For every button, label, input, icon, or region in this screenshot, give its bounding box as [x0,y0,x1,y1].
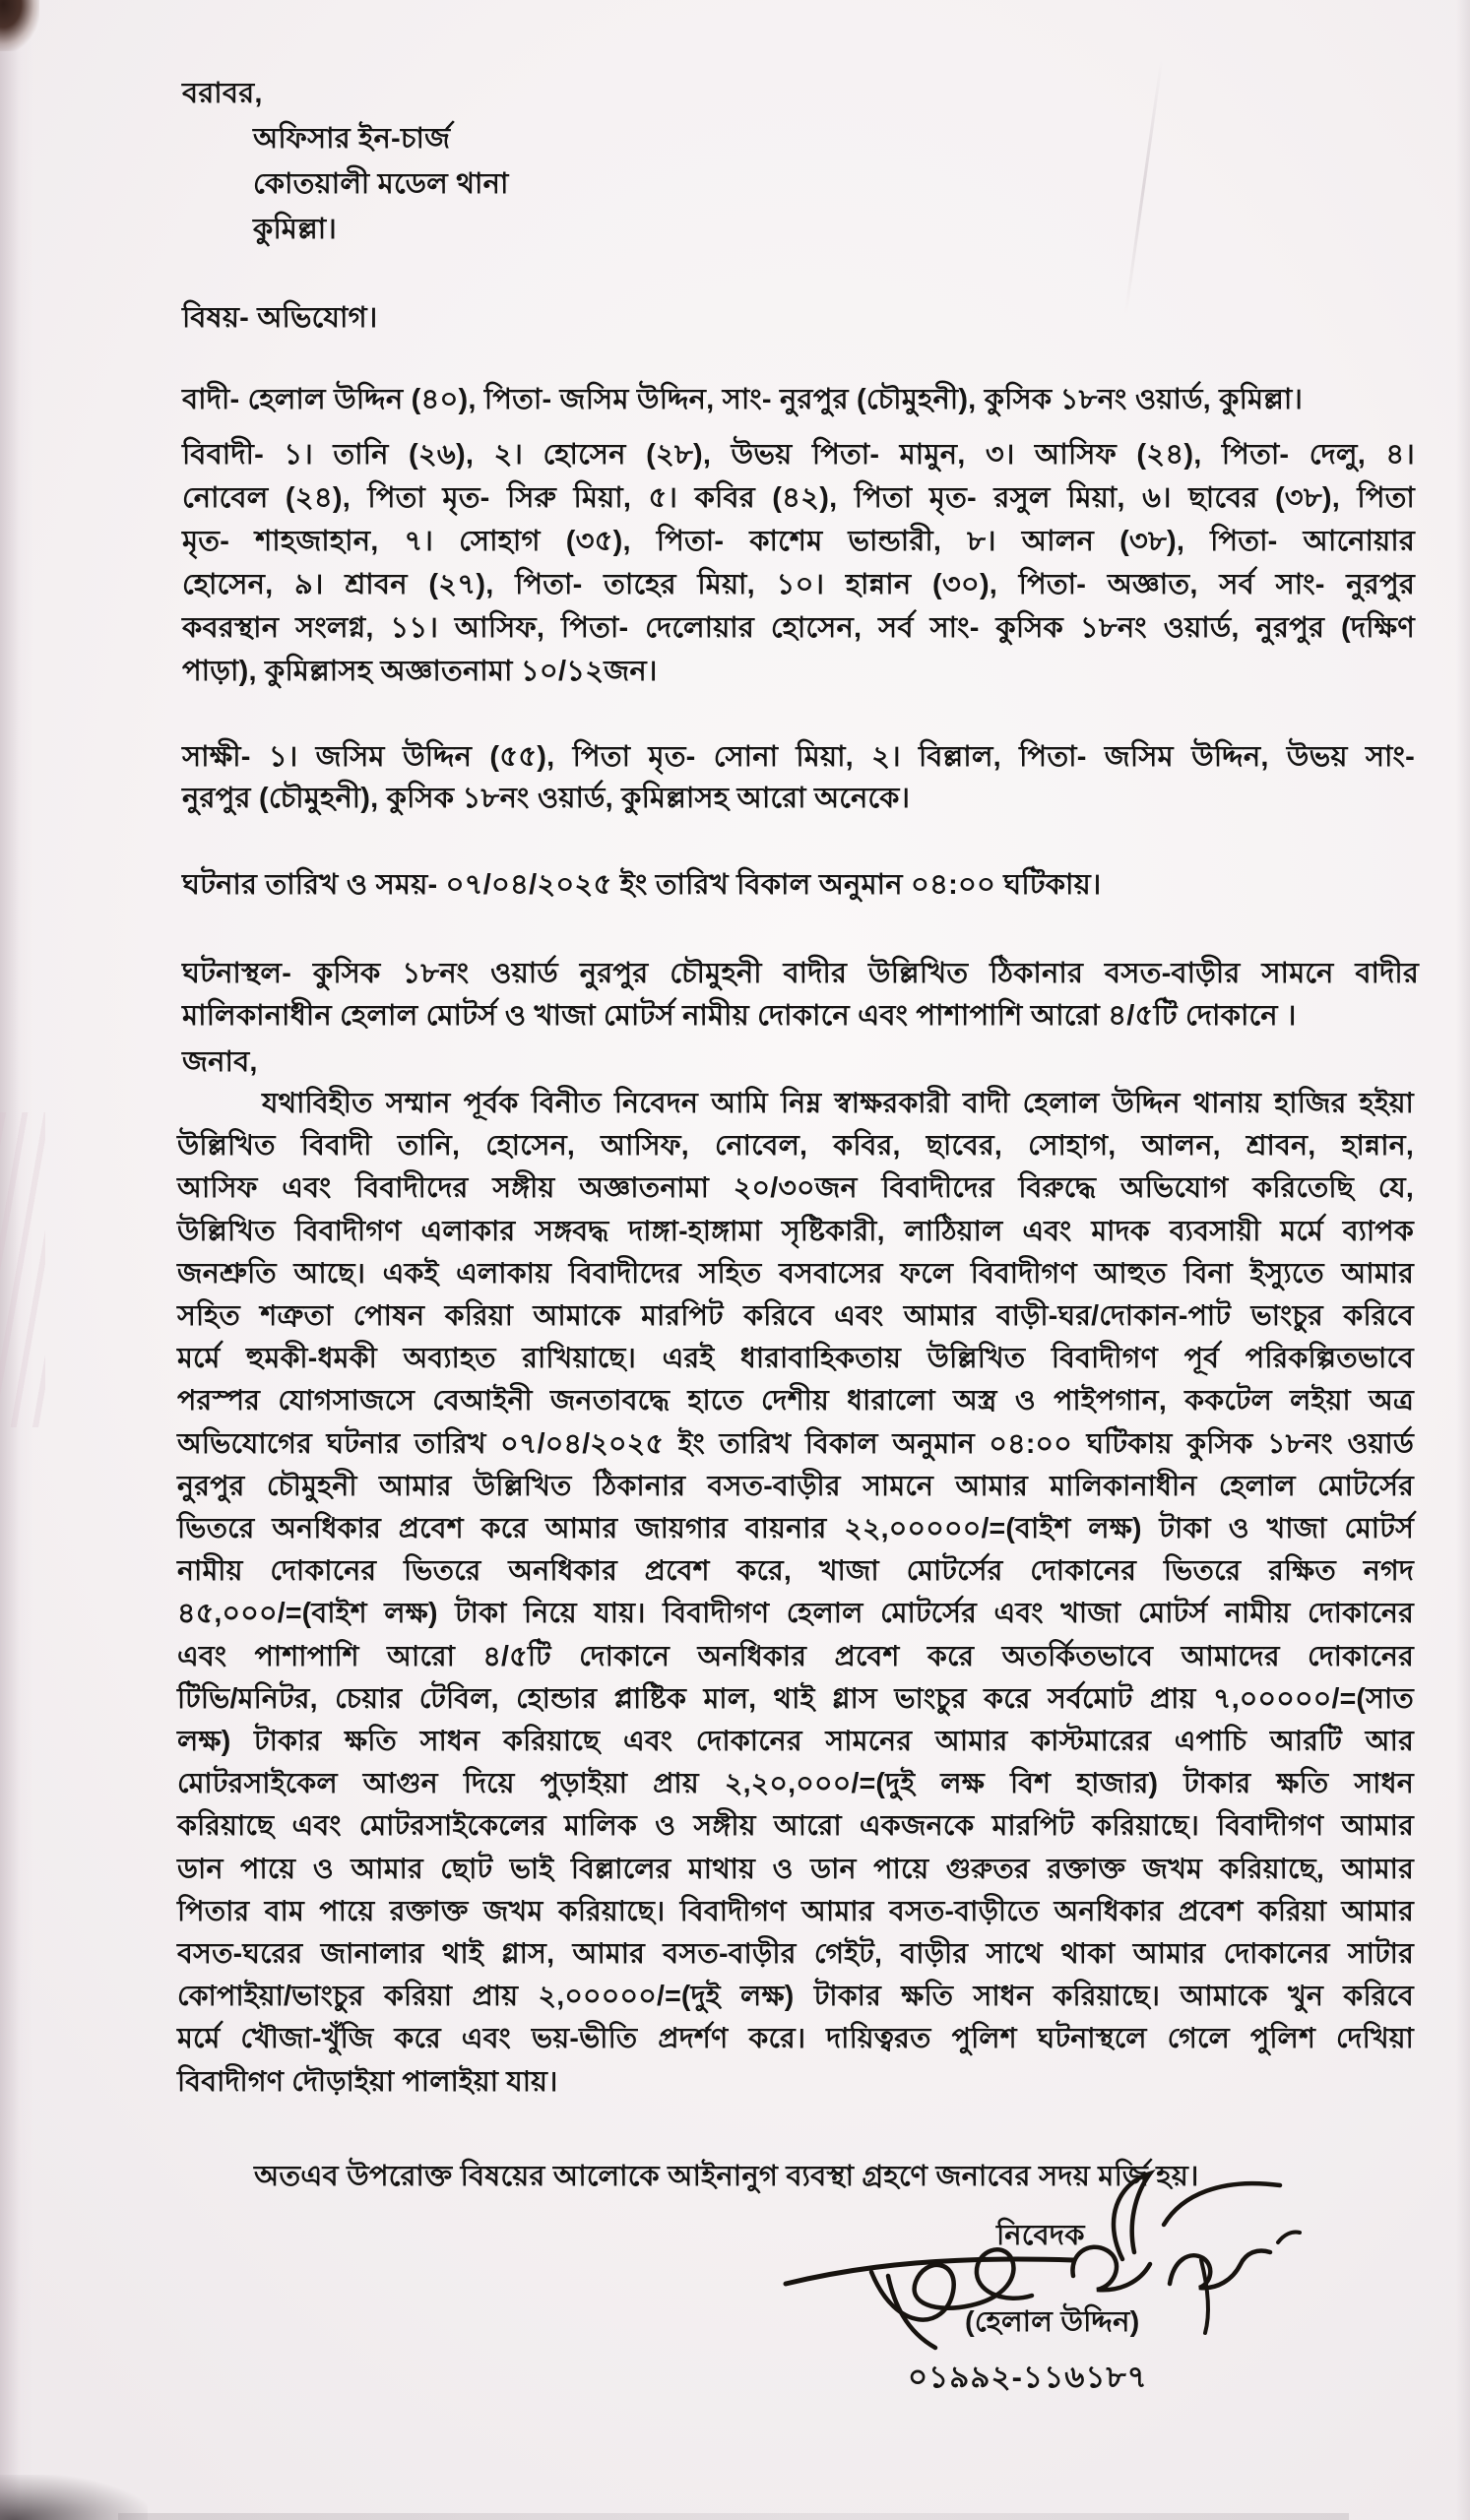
text-line: উল্লিখিত বিবাদীগণ এলাকার সঙ্গবদ্ধ দাঙ্গা-হাঙ্গামা সৃষ্টিকারী, লাঠিয়াল এবং মাদক ব্যবসায়ী মর্মে ব্যাপক [177,1215,1414,1247]
text-line: যথাবিহীত সম্মান পূর্বক বিনীত নিবেদন আমি নিম্ন স্বাক্ষরকারী বাদী হেলাল উদ্দিন থানায় হাজির হইয়া [262,1088,1414,1119]
text-line: নামীয় দোকানের ভিতরে অনধিকার প্রবেশ করে, খাজা মোটর্সের দোকানের ভিতরে রক্ষিত নগদ [177,1555,1414,1588]
text-line: পিতার বাম পায়ে রক্তাক্ত জখম করিয়াছে। বিবাদীগণ আমার বসত-বাড়ীতে অনধিকার প্রবেশ করিয়া আমার [177,1895,1414,1927]
text-line: ভিতরে অনধিকার প্রবেশ করে আমার জায়গার বায়নার ২২,০০০০০/=(বাইশ লক্ষ) টাকা ও খাজা মোটর্স [177,1513,1414,1545]
text-line: পরস্পর যোগসাজসে বেআইনী জনতাবদ্ধে হাতে দেশীয় ধারালো অস্ত্র ও পাইপগান, ককটেল লইয়া অত্র [177,1385,1414,1418]
text-line: উল্লিখিত বিবাদী তানি, হোসেন, আসিফ, নোবেল, কবির, ছাবের, সোহাগ, আলন, শ্রাবন, হান্নান, [177,1130,1414,1163]
text-line: নোবেল (২৪), পিতা মৃত- সিরু মিয়া, ৫। কবির (৪২), পিতা মৃত- রসুল মিয়া, ৬। ছাবের (৩৮), পিতা [182,482,1415,514]
witness-block [182,736,1415,819]
text-line: কবরস্থান সংলগ্ন, ১১। আসিফ, পিতা- দেলোয়ার হোসেন, সর্ব সাং- কুসিক ১৮নং ওয়ার্ড, নুরপুর (দক্ষিণ [182,612,1415,644]
text-line: আসিফ এবং বিবাদীদের সঙ্গীয় অজ্ঞাতনামা ২০/৩০জন বিবাদীদের বিরুদ্ধে অভিযোগ করিতেছি যে, [177,1172,1414,1205]
text-line: ঘটনাস্থল- কুসিক ১৮নং ওয়ার্ড নুরপুর চৌমুহনী বাদীর উল্লিখিত ঠিকানার বসত-বাড়ীর সামনে বাদীর [182,958,1419,989]
addressee-block [182,71,509,252]
text-line: অভিযোগের ঘটনার তারিখ ০৭/০৪/২০২৫ ইং তারিখ বিকাল অনুমান ০৪:০০ ঘটিকায় কুসিক ১৮নং ওয়ার্ড [177,1427,1414,1460]
text-line: হোসেন, ৯। শ্রাবন (২৭), পিতা- তাহের মিয়া, ১০। হান্নান (৩০), পিতা- অজ্ঞাত, সর্ব সাং- নুরপুর [182,569,1415,600]
text-line: ডান পায়ে ও আমার ছোট ভাই বিল্লালের মাথায় ও ডান পায়ে গুরুতর রক্তাক্ত জখম করিয়াছে, আমার [177,1853,1414,1885]
text-line: টিভি/মনিটর, চেয়ার টেবিল, হোন্ডার প্লাষ্টিক মাল, থাই গ্লাস ভাংচুর করে সর্বমোট প্রায় ৭,০০০০০/=(সাত [177,1682,1414,1715]
signature-phone-number: ০১৯৯২-১১৬১৮৭ [908,2360,1148,2394]
text-line: সহিত শত্রুতা পোষন করিয়া আমাকে মারপিট করিবে এবং আমার বাড়ী-ঘর/দোকান-পাট ভাংচুর করিবে [177,1300,1414,1333]
text-line: জনশ্রুতি আছে। একই এলাকায় বিবাদীদের সহিত বসবাসের ফলে বিবাদীগণ আহুত বিনা ইস্যুতে আমার [177,1257,1414,1290]
incident-place-block [182,953,1419,1038]
text-line: কোপাইয়া/ভাংচুর করিয়া প্রায় ২,০০০০০/=(দুই লক্ষ) টাকার ক্ষতি সাধন করিয়াছে। আমাকে খুন করিবে [177,1981,1414,2013]
text-line: সাক্ষী- ১। জসিম উদ্দিন (৫৫), পিতা মৃত- সোনা মিয়া, ২। বিল্লাল, পিতা- জসিম উদ্দিন, উভয় সাং- [182,741,1415,773]
addressee-lines [253,116,509,252]
text-line: লক্ষ) টাকার ক্ষতি সাধন করিয়াছে এবং দোকানের সামনের আমার কাস্টমারের এপাচি আরটি আর [177,1726,1414,1758]
subject-line: বিষয়- অভিযোগ। [182,302,378,334]
complaint-body [177,1083,1414,2104]
text-line: এবং পাশাপাশি আরো ৪/৫টি দোকানে অনধিকার প্রবেশ করে অতর্কিতভাবে আমাদের দোকানের [177,1640,1414,1672]
defendants-block [182,433,1415,693]
signature-label: নিবেদক [996,2220,1085,2251]
text-line: বিবাদীগণ দৌড়াইয়া পালাইয়া যায়। [177,2065,558,2098]
scan-edge-shadow-right [1456,0,1470,2520]
text-line: অফিসার ইন-চার্জ [253,123,451,155]
text-line: মালিকানাধীন হেলাল মোটর্স ও খাজা মোটর্স নামীয় দোকানে এবং পাশাপাশি আরো ৪/৫টি দোকানে । [182,1000,1297,1032]
paper-fold-line [1124,60,1163,314]
corner-smudge-top-left [0,0,39,51]
text-line: মোটরসাইকেল আগুন দিয়ে পুড়াইয়া প্রায় ২,২০,০০০/=(দুই লক্ষ বিশ হাজার) টাকার ক্ষতি সাধন [177,1768,1414,1800]
addressee-salutation: বরাবর, [182,78,263,109]
text-line: ৪৫,০০০/=(বাইশ লক্ষ) টাকা নিয়ে যায়। বিবাদীগণ হেলাল মোটর্সের এবং খাজা মোটর্স নামীয় দোকানের [177,1598,1414,1630]
text-line: পাড়া), কুমিল্লাসহ অজ্ঞাতনামা ১০/১২জন। [182,656,658,687]
text-line: কুমিল্লা। [253,214,337,245]
text-line: নুরপুর চৌমুহনী আমার উল্লিখিত ঠিকানার বসত-বাড়ীর সামনে আমার মালিকানাধীন হেলাল মোটর্সের [177,1470,1414,1502]
plaintiff-line: বাদী- হেলাল উদ্দিন (৪০), পিতা- জসিম উদ্দিন, সাং- নুরপুর (চৌমুহনী), কুসিক ১৮নং ওয়ার্ড, কুমিল্লা। [182,384,1304,415]
scan-bottom-strip [118,2513,1349,2520]
text-line: নুরপুর (চৌমুহনী), কুসিক ১৮নং ওয়ার্ড, কুমিল্লাসহ আরো অনেকে। [182,783,911,814]
closing-line: অতএব উপরোক্ত বিষয়ের আলোকে আইনানুগ ব্যবস্থা গ্রহণে জনাবের সদয় মর্জি হয়। [254,2161,1199,2192]
incident-datetime-line: ঘটনার তারিখ ও সময়- ০৭/০৪/২০২৫ ইং তারিখ বিকাল অনুমান ০৪:০০ ঘটিকায়। [182,869,1102,901]
signature-typed-name: (হেলাল উদ্দিন) [965,2306,1140,2338]
text-line: বসত-ঘরের জানালার থাই গ্লাস, আমার বসত-বাড়ীর গেইট, বাড়ীর সাথে থাকা আমার দোকানের সাটার [177,1938,1414,1971]
text-line: মর্মে খৌজা-খুঁজি করে এবং ভয়-ভীতি প্রদর্শণ করে। দায়িত্বরত পুলিশ ঘটনাস্থলে গেলে পুলিশ দেখিয়া [177,2023,1414,2055]
text-line: মৃত- শাহজাহান, ৭। সোহাগ (৩৫), পিতা- কাশেম ভান্ডারী, ৮। আলন (৩৮), পিতা- আনোয়ার [182,526,1415,557]
text-line: করিয়াছে এবং মোটরসাইকেলের মালিক ও সঙ্গীয় আরো একজনকে মারপিট করিয়াছে। বিবাদীগণ আমার [177,1810,1414,1843]
text-line: বিবাদী- ১। তানি (২৬), ২। হোসেন (২৮), উভয় পিতা- মামুন, ৩। আসিফ (২৪), পিতা- দেলু, ৪। [182,439,1415,471]
body-salutation: জনাব, [182,1046,258,1078]
paper-crease [0,1112,45,1427]
text-line: কোতয়ালী মডেল থানা [253,168,509,200]
text-line: মর্মে হুমকী-ধমকী অব্যাহত রাখিয়াছে। এরই ধারাবাহিকতায় উল্লিখিত বিবাদীগণ পূর্ব পরিকল্পিতভাবে [177,1343,1414,1375]
